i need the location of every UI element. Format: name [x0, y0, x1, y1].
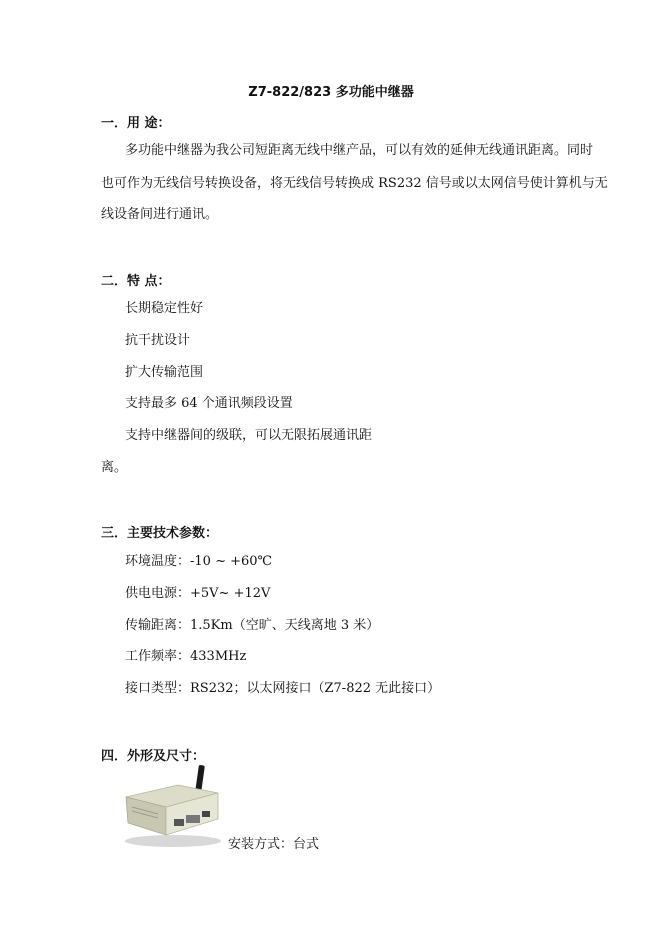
- usage-line-2: 也可作为无线信号转换设备，将无线信号转换成 RS232 信号或以太网信号使计算机与无: [101, 176, 608, 191]
- spec-item: 传输距离：1.5Km（空旷、天线离地 3 米）: [125, 618, 380, 633]
- section-usage-heading: 一．用 途：: [101, 116, 171, 131]
- section-shape-heading: 四．外形及尺寸：: [101, 749, 206, 764]
- spec-item: 工作频率：433MHz: [125, 649, 247, 664]
- section-features-heading: 二．特 点：: [101, 274, 171, 289]
- spec-item: 接口类型：RS232；以太网接口（Z7-822 无此接口）: [125, 681, 441, 696]
- page-title: Z7-822/823 多功能中继器: [248, 85, 414, 100]
- install-method: 安装方式：台式: [228, 837, 320, 852]
- spec-item: 供电电源：+5V~ +12V: [125, 586, 271, 601]
- feature-continuation: 离。: [101, 460, 128, 475]
- spec-item: 环境温度：-10 ~ +60℃: [125, 554, 273, 569]
- repeater-device-image: [118, 763, 228, 853]
- section-specs-heading: 三．主要技术参数：: [101, 526, 219, 541]
- feature-item: 支持最多 64 个通讯频段设置: [125, 396, 293, 411]
- feature-item: 抗干扰设计: [125, 333, 191, 348]
- feature-item: 扩大传输范围: [125, 365, 204, 380]
- feature-item: 支持中继器间的级联，可以无限拓展通讯距: [125, 428, 373, 443]
- feature-item: 长期稳定性好: [125, 301, 204, 316]
- usage-line-1: 多功能中继器为我公司短距离无线中继产品，可以有效的延伸无线通讯距离。同时: [125, 143, 594, 158]
- usage-line-3: 线设备间进行通讯。: [101, 207, 219, 222]
